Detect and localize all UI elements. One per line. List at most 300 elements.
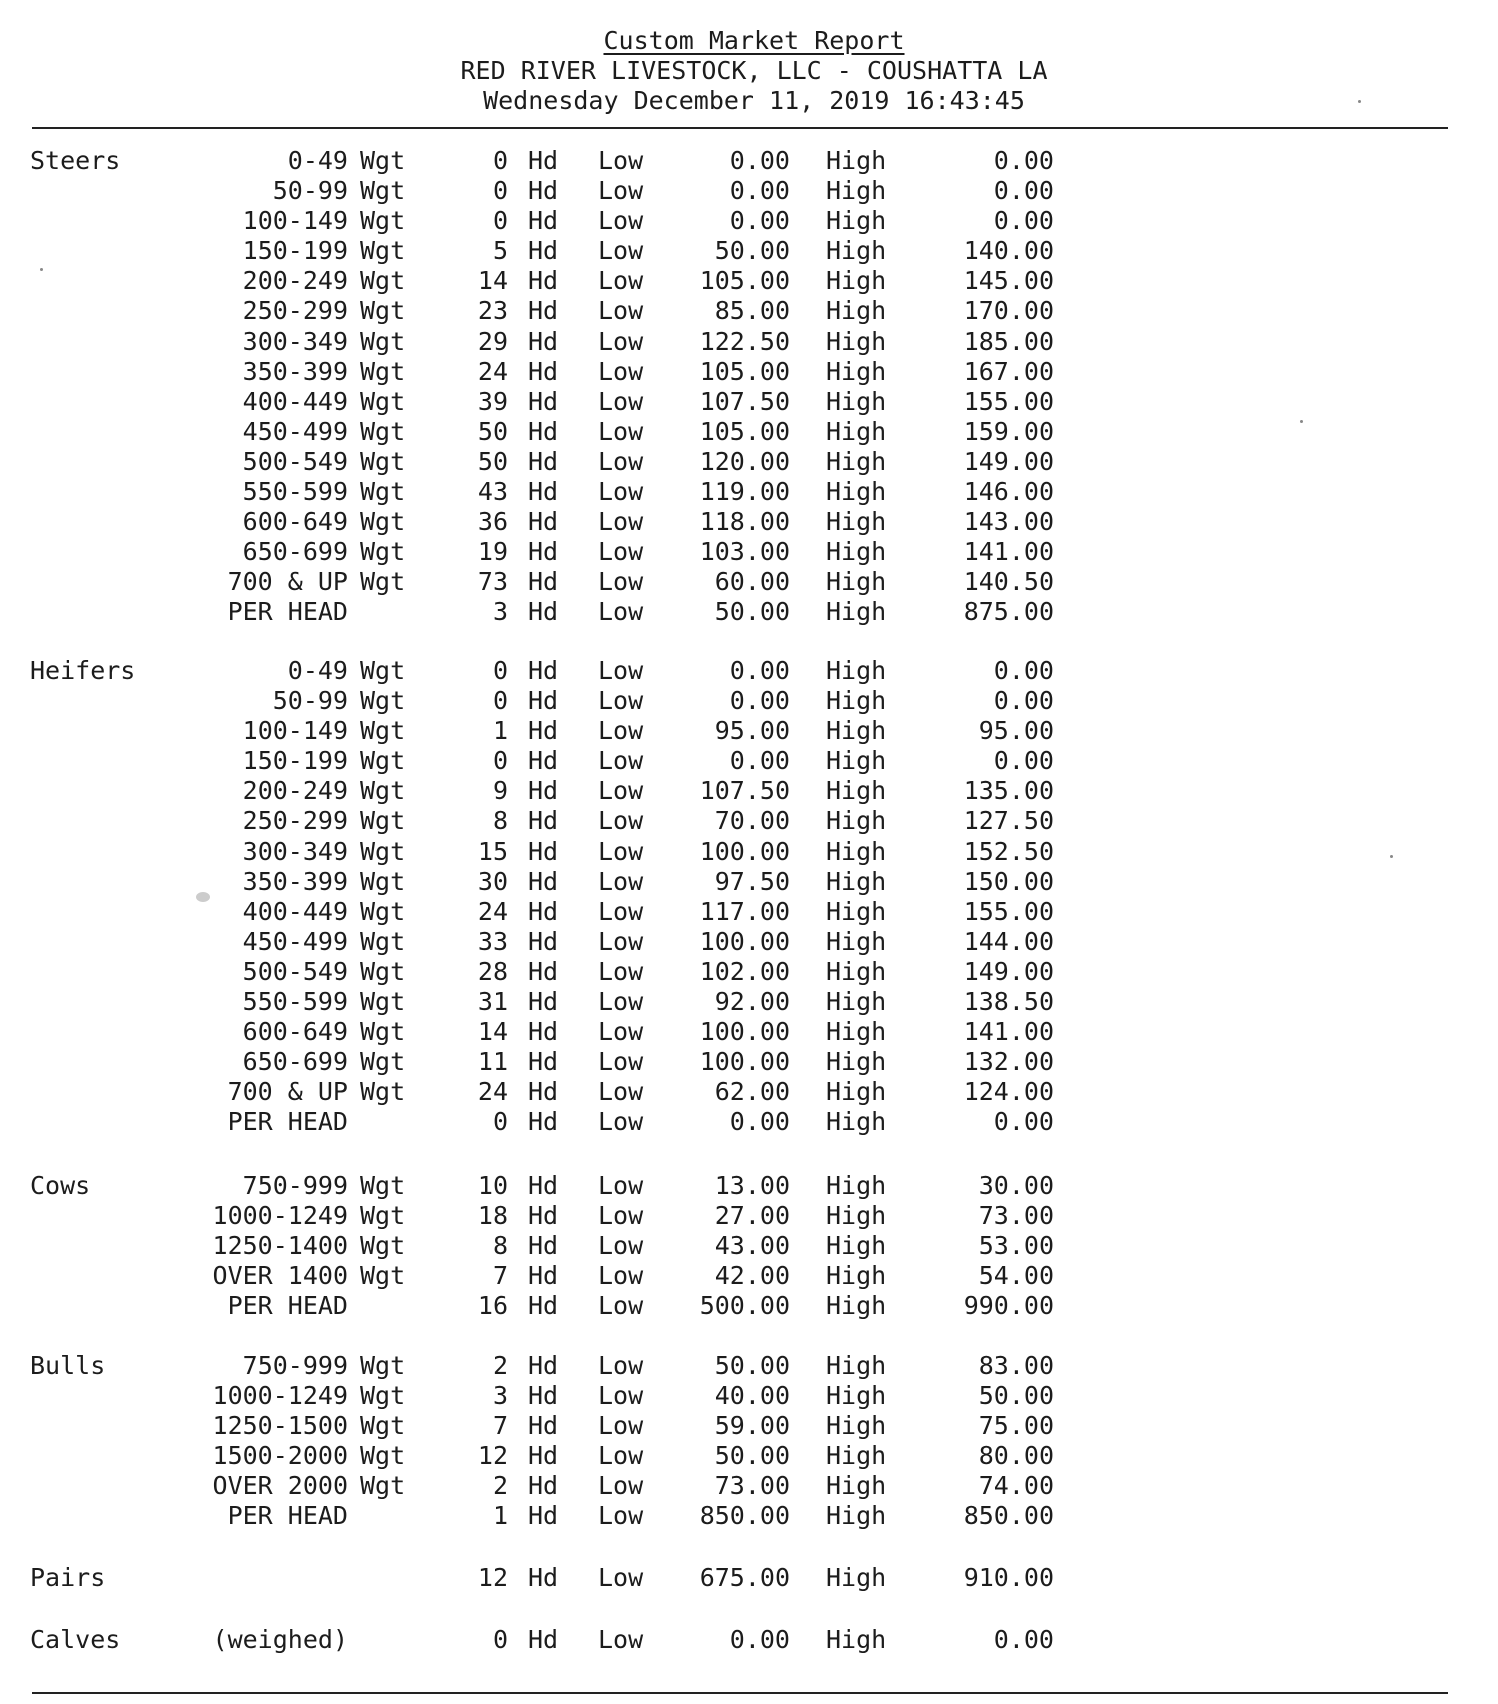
weight-unit: Wgt xyxy=(360,686,406,716)
high-label: High xyxy=(826,477,887,507)
low-label: Low xyxy=(598,507,644,537)
section-bulls xyxy=(0,1351,1498,1532)
low-label: Low xyxy=(598,896,644,926)
high-label: High xyxy=(826,1501,887,1531)
table-row xyxy=(0,597,1498,627)
table-row xyxy=(0,656,1498,686)
high-label: High xyxy=(826,507,887,537)
low-price: 118.00 xyxy=(699,507,790,537)
table-row xyxy=(0,1471,1498,1501)
high-price: 0.00 xyxy=(993,686,1054,716)
weight-range: 450-499 xyxy=(242,416,348,446)
weight-range: PER HEAD xyxy=(227,1107,348,1137)
weight-range: 100-149 xyxy=(242,206,348,236)
low-label: Low xyxy=(598,1501,644,1531)
high-price: 185.00 xyxy=(963,326,1054,356)
high-price: 83.00 xyxy=(978,1351,1054,1380)
weight-unit: Wgt xyxy=(360,926,406,956)
high-price: 910.00 xyxy=(963,1563,1054,1592)
low-label: Low xyxy=(598,1625,644,1654)
low-price: 675.00 xyxy=(699,1563,790,1592)
low-price: 62.00 xyxy=(714,1077,790,1107)
table-row xyxy=(0,357,1498,387)
head-unit: Hd xyxy=(528,1077,559,1107)
high-label: High xyxy=(826,1107,887,1137)
high-label: High xyxy=(826,836,887,866)
high-label: High xyxy=(826,1291,887,1321)
weight-unit: Wgt xyxy=(360,746,406,776)
head-count: 50 xyxy=(477,416,508,446)
high-label: High xyxy=(826,296,887,326)
weight-range: OVER 1400 xyxy=(212,1261,348,1291)
low-price: 122.50 xyxy=(699,326,790,356)
low-price: 0.00 xyxy=(729,146,790,175)
weight-range: 1250-1500 xyxy=(212,1411,348,1441)
weight-range: 400-449 xyxy=(242,386,348,416)
head-unit: Hd xyxy=(528,597,559,627)
table-row xyxy=(0,746,1498,776)
scan-speck xyxy=(40,268,43,271)
table-row xyxy=(0,477,1498,507)
high-price: 0.00 xyxy=(993,1107,1054,1137)
weight-range: 600-649 xyxy=(242,507,348,537)
weight-range: 700 & UP xyxy=(227,1077,348,1107)
head-count: 1 xyxy=(492,716,508,746)
table-row xyxy=(0,447,1498,477)
low-label: Low xyxy=(598,746,644,776)
low-price: 0.00 xyxy=(729,686,790,716)
low-price: 107.50 xyxy=(699,386,790,416)
low-label: Low xyxy=(598,776,644,806)
head-unit: Hd xyxy=(528,206,559,236)
low-label: Low xyxy=(598,446,644,476)
section-heifers xyxy=(0,656,1498,1138)
low-label: Low xyxy=(598,1471,644,1501)
low-label: Low xyxy=(598,1107,644,1137)
weight-range: 600-649 xyxy=(242,1017,348,1047)
weight-unit: Wgt xyxy=(360,386,406,416)
weight-range: 50-99 xyxy=(272,686,348,716)
low-label: Low xyxy=(598,477,644,507)
weight-unit: Wgt xyxy=(360,1411,406,1441)
high-price: 0.00 xyxy=(993,176,1054,206)
head-count: 0 xyxy=(492,746,508,776)
weight-unit: Wgt xyxy=(360,1077,406,1107)
high-price: 53.00 xyxy=(978,1231,1054,1261)
head-count: 16 xyxy=(477,1291,508,1321)
head-count: 11 xyxy=(477,1047,508,1077)
weight-unit: Wgt xyxy=(360,236,406,266)
high-price: 95.00 xyxy=(978,716,1054,746)
weight-unit: Wgt xyxy=(360,987,406,1017)
high-price: 74.00 xyxy=(978,1471,1054,1501)
scan-speck xyxy=(196,892,210,902)
high-label: High xyxy=(826,656,887,685)
section-steers xyxy=(0,146,1498,628)
weight-unit: Wgt xyxy=(360,416,406,446)
low-label: Low xyxy=(598,1563,644,1592)
table-row xyxy=(0,716,1498,746)
table-row xyxy=(0,296,1498,326)
low-price: 0.00 xyxy=(729,206,790,236)
table-row xyxy=(0,1077,1498,1107)
high-price: 0.00 xyxy=(993,1625,1054,1654)
high-price: 0.00 xyxy=(993,746,1054,776)
category-label: Calves xyxy=(30,1625,121,1654)
low-label: Low xyxy=(598,236,644,266)
table-row xyxy=(0,176,1498,206)
weight-range: 1500-2000 xyxy=(212,1441,348,1471)
weight-unit: Wgt xyxy=(360,1441,406,1471)
high-label: High xyxy=(826,537,887,567)
table-row xyxy=(0,1017,1498,1047)
weight-unit: Wgt xyxy=(360,326,406,356)
table-row xyxy=(0,567,1498,597)
head-count: 24 xyxy=(477,356,508,386)
low-label: Low xyxy=(598,1231,644,1261)
weight-range: 650-699 xyxy=(242,537,348,567)
high-label: High xyxy=(826,1471,887,1501)
head-unit: Hd xyxy=(528,416,559,446)
table-row xyxy=(0,537,1498,567)
weight-range: 100-149 xyxy=(242,716,348,746)
head-count: 8 xyxy=(492,806,508,836)
high-price: 132.00 xyxy=(963,1047,1054,1077)
low-price: 103.00 xyxy=(699,537,790,567)
high-label: High xyxy=(826,1261,887,1291)
head-count: 33 xyxy=(477,926,508,956)
weight-range: 750-999 xyxy=(242,1171,348,1200)
weight-unit: Wgt xyxy=(360,477,406,507)
table-row xyxy=(0,1231,1498,1261)
table-row xyxy=(0,1201,1498,1231)
weight-unit: Wgt xyxy=(360,956,406,986)
low-price: 13.00 xyxy=(714,1171,790,1200)
low-label: Low xyxy=(598,296,644,326)
high-label: High xyxy=(826,746,887,776)
high-label: High xyxy=(826,1563,887,1592)
high-label: High xyxy=(826,446,887,476)
low-label: Low xyxy=(598,1381,644,1411)
high-label: High xyxy=(826,356,887,386)
high-price: 141.00 xyxy=(963,537,1054,567)
low-label: Low xyxy=(598,146,644,175)
table-row xyxy=(0,1563,1498,1593)
high-label: High xyxy=(826,206,887,236)
head-count: 2 xyxy=(492,1351,508,1380)
head-count: 24 xyxy=(477,896,508,926)
head-count: 19 xyxy=(477,537,508,567)
weight-range: 550-599 xyxy=(242,987,348,1017)
head-count: 73 xyxy=(477,567,508,597)
weight-range: 450-499 xyxy=(242,926,348,956)
high-price: 875.00 xyxy=(963,597,1054,627)
low-label: Low xyxy=(598,926,644,956)
weight-range: 150-199 xyxy=(242,236,348,266)
high-label: High xyxy=(826,1017,887,1047)
weight-range: 0-49 xyxy=(287,656,348,685)
table-row xyxy=(0,957,1498,987)
high-label: High xyxy=(826,926,887,956)
low-label: Low xyxy=(598,1411,644,1441)
high-label: High xyxy=(826,1077,887,1107)
head-unit: Hd xyxy=(528,567,559,597)
low-label: Low xyxy=(598,1291,644,1321)
high-label: High xyxy=(826,896,887,926)
low-price: 102.00 xyxy=(699,956,790,986)
head-unit: Hd xyxy=(528,1471,559,1501)
head-unit: Hd xyxy=(528,866,559,896)
low-price: 117.00 xyxy=(699,896,790,926)
head-count: 23 xyxy=(477,296,508,326)
weight-range: 150-199 xyxy=(242,746,348,776)
head-unit: Hd xyxy=(528,1107,559,1137)
head-unit: Hd xyxy=(528,236,559,266)
head-count: 5 xyxy=(492,236,508,266)
high-label: High xyxy=(826,806,887,836)
weight-range: PER HEAD xyxy=(227,597,348,627)
low-label: Low xyxy=(598,356,644,386)
high-price: 150.00 xyxy=(963,866,1054,896)
weight-unit: Wgt xyxy=(360,446,406,476)
table-row xyxy=(0,867,1498,897)
high-price: 149.00 xyxy=(963,446,1054,476)
head-unit: Hd xyxy=(528,987,559,1017)
high-label: High xyxy=(826,987,887,1017)
weight-unit: Wgt xyxy=(360,176,406,206)
head-unit: Hd xyxy=(528,1501,559,1531)
high-price: 144.00 xyxy=(963,926,1054,956)
table-row xyxy=(0,1261,1498,1291)
weight-unit: Wgt xyxy=(360,266,406,296)
head-unit: Hd xyxy=(528,1411,559,1441)
high-price: 75.00 xyxy=(978,1411,1054,1441)
low-price: 120.00 xyxy=(699,446,790,476)
low-price: 92.00 xyxy=(714,987,790,1017)
weight-unit: Wgt xyxy=(360,356,406,386)
head-count: 43 xyxy=(477,477,508,507)
high-price: 159.00 xyxy=(963,416,1054,446)
high-price: 140.00 xyxy=(963,236,1054,266)
low-label: Low xyxy=(598,206,644,236)
high-label: High xyxy=(826,1351,887,1380)
low-price: 100.00 xyxy=(699,1047,790,1077)
head-count: 39 xyxy=(477,386,508,416)
low-label: Low xyxy=(598,1017,644,1047)
table-row xyxy=(0,1171,1498,1201)
low-price: 85.00 xyxy=(714,296,790,326)
low-label: Low xyxy=(598,266,644,296)
head-unit: Hd xyxy=(528,1261,559,1291)
high-label: High xyxy=(826,1201,887,1231)
low-label: Low xyxy=(598,386,644,416)
high-price: 80.00 xyxy=(978,1441,1054,1471)
low-price: 73.00 xyxy=(714,1471,790,1501)
low-price: 50.00 xyxy=(714,597,790,627)
head-unit: Hd xyxy=(528,656,559,685)
low-label: Low xyxy=(598,806,644,836)
high-price: 138.50 xyxy=(963,987,1054,1017)
head-count: 2 xyxy=(492,1471,508,1501)
low-price: 107.50 xyxy=(699,776,790,806)
head-count: 0 xyxy=(492,176,508,206)
head-count: 0 xyxy=(492,686,508,716)
low-label: Low xyxy=(598,1077,644,1107)
head-unit: Hd xyxy=(528,326,559,356)
head-count: 18 xyxy=(477,1201,508,1231)
head-unit: Hd xyxy=(528,537,559,567)
weight-unit: Wgt xyxy=(360,776,406,806)
table-row xyxy=(0,236,1498,266)
category-label: Pairs xyxy=(30,1563,106,1592)
weight-unit: Wgt xyxy=(360,567,406,597)
low-label: Low xyxy=(598,1047,644,1077)
head-count: 0 xyxy=(492,1625,508,1654)
low-label: Low xyxy=(598,597,644,627)
head-count: 12 xyxy=(477,1563,508,1592)
weight-unit: Wgt xyxy=(360,1171,406,1200)
weight-range: 550-599 xyxy=(242,477,348,507)
high-price: 149.00 xyxy=(963,956,1054,986)
head-unit: Hd xyxy=(528,1171,559,1200)
table-row xyxy=(0,387,1498,417)
head-unit: Hd xyxy=(528,1381,559,1411)
weight-unit: Wgt xyxy=(360,507,406,537)
weight-unit: Wgt xyxy=(360,146,406,175)
weight-unit: Wgt xyxy=(360,1201,406,1231)
low-price: 50.00 xyxy=(714,236,790,266)
low-label: Low xyxy=(598,537,644,567)
low-price: 850.00 xyxy=(699,1501,790,1531)
head-count: 3 xyxy=(492,1381,508,1411)
high-price: 54.00 xyxy=(978,1261,1054,1291)
table-row xyxy=(0,266,1498,296)
low-price: 119.00 xyxy=(699,477,790,507)
weight-range: 1000-1249 xyxy=(212,1381,348,1411)
category-label: Bulls xyxy=(30,1351,106,1380)
head-unit: Hd xyxy=(528,507,559,537)
head-count: 14 xyxy=(477,266,508,296)
head-unit: Hd xyxy=(528,386,559,416)
table-row xyxy=(0,897,1498,927)
section-pairs xyxy=(0,1563,1498,1593)
table-row xyxy=(0,987,1498,1017)
high-price: 135.00 xyxy=(963,776,1054,806)
weight-range: 50-99 xyxy=(272,176,348,206)
high-price: 0.00 xyxy=(993,146,1054,175)
high-label: High xyxy=(826,386,887,416)
head-count: 0 xyxy=(492,146,508,175)
low-price: 97.50 xyxy=(714,866,790,896)
head-unit: Hd xyxy=(528,1231,559,1261)
head-count: 29 xyxy=(477,326,508,356)
scan-speck xyxy=(1358,100,1361,103)
table-row xyxy=(0,507,1498,537)
table-row xyxy=(0,1411,1498,1441)
table-row xyxy=(0,1625,1498,1655)
low-price: 60.00 xyxy=(714,567,790,597)
high-label: High xyxy=(826,1441,887,1471)
head-unit: Hd xyxy=(528,1017,559,1047)
low-price: 100.00 xyxy=(699,1017,790,1047)
weight-range: 400-449 xyxy=(242,896,348,926)
low-price: 0.00 xyxy=(729,1625,790,1654)
high-label: High xyxy=(826,1411,887,1441)
high-label: High xyxy=(826,956,887,986)
head-unit: Hd xyxy=(528,1441,559,1471)
weight-range: PER HEAD xyxy=(227,1501,348,1531)
low-price: 0.00 xyxy=(729,656,790,685)
high-price: 167.00 xyxy=(963,356,1054,386)
low-label: Low xyxy=(598,956,644,986)
high-price: 73.00 xyxy=(978,1201,1054,1231)
head-unit: Hd xyxy=(528,746,559,776)
low-price: 105.00 xyxy=(699,356,790,386)
high-price: 0.00 xyxy=(993,206,1054,236)
head-unit: Hd xyxy=(528,356,559,386)
high-price: 140.50 xyxy=(963,567,1054,597)
head-unit: Hd xyxy=(528,926,559,956)
weight-range: 1000-1249 xyxy=(212,1201,348,1231)
head-unit: Hd xyxy=(528,1047,559,1077)
low-price: 100.00 xyxy=(699,926,790,956)
high-label: High xyxy=(826,567,887,597)
high-price: 143.00 xyxy=(963,507,1054,537)
low-price: 95.00 xyxy=(714,716,790,746)
weight-unit: Wgt xyxy=(360,206,406,236)
high-price: 50.00 xyxy=(978,1381,1054,1411)
head-unit: Hd xyxy=(528,896,559,926)
high-price: 152.50 xyxy=(963,836,1054,866)
weight-range: 0-49 xyxy=(287,146,348,175)
low-price: 105.00 xyxy=(699,416,790,446)
head-unit: Hd xyxy=(528,266,559,296)
low-label: Low xyxy=(598,1171,644,1200)
category-label: Heifers xyxy=(30,656,136,685)
high-price: 850.00 xyxy=(963,1501,1054,1531)
high-price: 0.00 xyxy=(993,656,1054,685)
head-count: 7 xyxy=(492,1411,508,1441)
high-price: 155.00 xyxy=(963,896,1054,926)
low-price: 50.00 xyxy=(714,1441,790,1471)
head-count: 12 xyxy=(477,1441,508,1471)
low-price: 105.00 xyxy=(699,266,790,296)
table-row xyxy=(0,1291,1498,1321)
scan-speck xyxy=(1300,420,1303,423)
low-price: 0.00 xyxy=(729,746,790,776)
high-price: 127.50 xyxy=(963,806,1054,836)
top-rule xyxy=(32,127,1448,129)
table-row xyxy=(0,1047,1498,1077)
low-label: Low xyxy=(598,1351,644,1380)
head-count: 1 xyxy=(492,1501,508,1531)
weight-range: 200-249 xyxy=(242,266,348,296)
head-unit: Hd xyxy=(528,1351,559,1380)
weight-unit: Wgt xyxy=(360,1017,406,1047)
weight-range: 700 & UP xyxy=(227,567,348,597)
weight-unit: Wgt xyxy=(360,836,406,866)
weight-unit: Wgt xyxy=(360,896,406,926)
low-price: 42.00 xyxy=(714,1261,790,1291)
high-label: High xyxy=(826,776,887,806)
head-unit: Hd xyxy=(528,1291,559,1321)
weight-range: 350-399 xyxy=(242,866,348,896)
head-unit: Hd xyxy=(528,1563,559,1592)
head-count: 9 xyxy=(492,776,508,806)
low-label: Low xyxy=(598,836,644,866)
table-row xyxy=(0,146,1498,176)
low-price: 0.00 xyxy=(729,176,790,206)
